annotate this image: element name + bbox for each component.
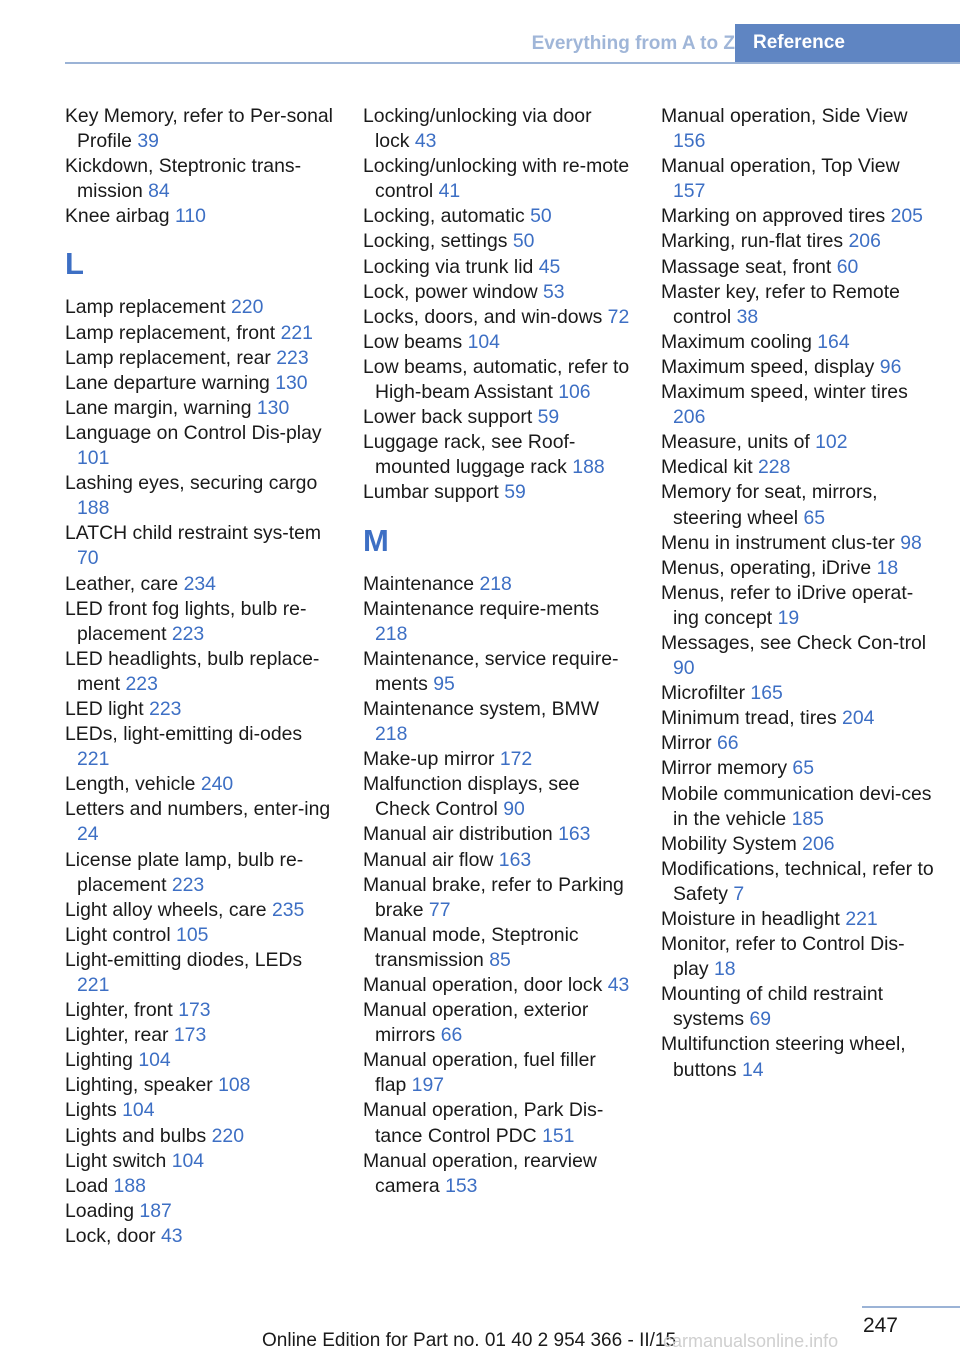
index-entry-page-link[interactable]: 70 [77, 547, 99, 570]
index-entry-term: Light alloy wheels, care [65, 898, 267, 921]
index-entry [363, 280, 631, 305]
index-entry-page-link[interactable]: 228 [758, 456, 791, 479]
index-entry-page-link[interactable]: 218 [375, 622, 408, 645]
index-entry-page-link[interactable]: 45 [538, 255, 561, 278]
index-entry-page-link[interactable]: 235 [271, 898, 305, 921]
index-entry [65, 572, 333, 597]
footer-rule [862, 1306, 960, 1308]
index-entry-page-link[interactable]: 157 [673, 180, 706, 203]
edition-footer: Online Edition for Part no. 01 40 2 954 366 - II/15 [262, 1330, 677, 1351]
index-entry-page-link[interactable]: 59 [537, 406, 560, 429]
index-letter-heading: L [65, 246, 84, 282]
index-entry-page-link[interactable]: 104 [467, 330, 500, 353]
index-entry [363, 480, 631, 505]
running-header-section: Everything from A to Z [531, 33, 735, 54]
index-entry [661, 857, 936, 907]
index-entry-page-link[interactable]: 188 [113, 1174, 146, 1197]
index-entry [363, 1149, 631, 1199]
index-entry-term: Manual operation, exterior mirrors [363, 999, 589, 1047]
index-entry-page-link[interactable]: 173 [173, 1024, 207, 1047]
index-entry-page-link[interactable]: 220 [231, 296, 264, 319]
index-entry [65, 998, 333, 1023]
index-entry-page-link[interactable]: 223 [125, 672, 158, 695]
index-entry-term: Lamp replacement, front [65, 321, 276, 344]
index-column-1 [65, 104, 333, 1249]
index-entry [661, 782, 936, 832]
index-entry-page-link[interactable]: 7 [733, 882, 745, 905]
index-entry-page-link[interactable]: 43 [160, 1224, 183, 1247]
index-entry-page-link[interactable]: 218 [375, 723, 408, 746]
index-entry-page-link[interactable]: 205 [890, 205, 923, 228]
index-entry-term: Maintenance, service require‐ments [363, 647, 619, 695]
index-entry-term: Luggage rack, see Roof-mounted luggage rack [363, 431, 576, 479]
index-entry-term: Loading [65, 1199, 135, 1222]
index-entry-term: Mounting of child restraint systems [661, 983, 884, 1031]
index-entry-term: Moisture in headlight [661, 908, 840, 930]
index-entry [661, 756, 936, 781]
index-entry [65, 948, 333, 998]
index-entry-page-link[interactable]: 108 [218, 1074, 251, 1097]
index-entry [363, 104, 631, 154]
index-entry [65, 1023, 333, 1048]
index-entry-term: Maximum speed, display [661, 355, 875, 378]
index-entry-term: Menu in instrument clus‐ter [661, 531, 895, 554]
index-entry-term: Memory for seat, mirrors, steering wheel [661, 481, 878, 529]
index-entry [65, 1098, 333, 1123]
index-entry [661, 631, 936, 681]
index-entry-page-link[interactable]: 72 [607, 305, 630, 328]
index-entry-page-link[interactable]: 221 [280, 321, 313, 344]
index-entry-term: Lighting, speaker [65, 1074, 213, 1097]
page-number: 247 [862, 1314, 898, 1337]
index-entry [363, 998, 631, 1048]
index-entry-term: Lumbar support [363, 481, 499, 504]
index-entry [363, 747, 631, 772]
index-entry-term: Messages, see Check Con‐trol [661, 631, 927, 654]
index-entry [661, 455, 936, 480]
index-entry-term: Marking, run-flat tires [661, 230, 844, 253]
index-entry [363, 1098, 631, 1148]
index-entry-term: Multifunction steering wheel, buttons [661, 1033, 906, 1081]
index-entry [65, 396, 333, 421]
index-entry-term: Make-up mirror [363, 748, 495, 771]
index-entry-term: Manual operation, rearview camera [363, 1149, 597, 1197]
index-entry [661, 832, 936, 857]
index-entry-page-link[interactable]: 163 [558, 823, 591, 846]
index-entry-page-link[interactable]: 90 [503, 798, 525, 821]
index-entry-page-link[interactable]: 65 [792, 757, 814, 780]
index-entry [661, 280, 936, 330]
index-entry [661, 330, 936, 355]
index-entry-page-link[interactable]: 104 [171, 1149, 205, 1172]
index-entry-page-link[interactable]: 18 [713, 958, 736, 981]
index-entry [661, 480, 936, 530]
index-entry-term: Maintenance system, BMW [363, 697, 599, 720]
index-entry [363, 1048, 631, 1098]
index-entry-page-link[interactable]: 69 [749, 1008, 772, 1031]
index-entry-term: Lights and bulbs [65, 1124, 207, 1147]
index-entry-page-link[interactable]: 221 [77, 974, 110, 996]
index-entry [65, 471, 333, 521]
index-entry-page-link[interactable]: 173 [178, 999, 211, 1022]
index-entry-term: License plate lamp, bulb re‐placement [65, 848, 304, 896]
index-entry-term: Maximum cooling [661, 330, 812, 353]
index-entry-term: Maintenance [363, 572, 475, 595]
index-entry-page-link[interactable]: 185 [791, 807, 824, 830]
index-entry-page-link[interactable]: 14 [742, 1058, 764, 1081]
index-entry-page-link[interactable]: 90 [673, 657, 695, 680]
index-entry-term: Lock, power window [363, 280, 538, 303]
index-entry-term: Language on Control Dis‐play [65, 421, 322, 444]
index-entry [65, 1048, 333, 1073]
index-entry-page-link[interactable]: 105 [176, 923, 209, 946]
index-entry-term: Mirror memory [661, 757, 788, 780]
index-entry [65, 1174, 333, 1199]
index-entry-page-link[interactable]: 156 [673, 130, 706, 153]
index-entry [363, 355, 631, 405]
index-entry-page-link[interactable]: 102 [815, 431, 848, 454]
index-entry [661, 355, 936, 380]
index-entry [661, 556, 936, 581]
index-entry [363, 430, 631, 480]
index-entry [65, 104, 333, 154]
index-entry-page-link[interactable]: 101 [77, 447, 110, 470]
index-entry-page-link[interactable]: 106 [558, 381, 591, 404]
index-entry [661, 706, 936, 731]
index-entry-page-link[interactable]: 130 [275, 371, 308, 394]
index-entry-page-link[interactable]: 153 [445, 1174, 478, 1197]
index-entry-term: Master key, refer to Remote control [661, 280, 900, 328]
index-entry-page-link[interactable]: 240 [200, 773, 234, 796]
index-entry-page-link[interactable]: 188 [572, 456, 605, 479]
index-entry [363, 305, 631, 330]
index-entry-page-link[interactable]: 66 [717, 732, 739, 755]
index-entry-page-link[interactable]: 164 [817, 330, 850, 353]
index-entry-term: Menus, refer to iDrive operat‐ing concept [661, 581, 914, 629]
index-entry-page-link[interactable]: 18 [876, 556, 899, 579]
index-entry [661, 104, 936, 154]
running-header-chapter-tab: Reference [735, 24, 960, 62]
index-entry [363, 405, 631, 430]
index-entry-term: Manual operation, Park Dis‐tance Control PDC [363, 1099, 604, 1147]
index-entry-page-link[interactable]: 110 [174, 205, 206, 228]
index-entry-term: Light control [65, 923, 171, 946]
index-entry-page-link[interactable]: 24 [77, 823, 99, 846]
index-entry [661, 982, 936, 1032]
index-entry-page-link[interactable]: 19 [777, 606, 800, 629]
index-entry [65, 346, 333, 371]
index-entry-term: Manual air distribution [363, 823, 553, 846]
index-entry-page-link[interactable]: 43 [607, 974, 630, 996]
index-entry-term: Lamp replacement, rear [65, 346, 271, 369]
index-entry-term: Menus, operating, iDrive [661, 556, 872, 579]
index-entry [65, 848, 333, 898]
index-entry-page-link[interactable]: 223 [171, 873, 205, 896]
index-entry-term: Manual operation, Top View [661, 155, 900, 178]
index-entry [363, 923, 631, 973]
index-entry [65, 772, 333, 797]
index-entry-page-link[interactable]: 187 [139, 1199, 172, 1222]
index-entry-term: Minimum tread, tires [661, 707, 837, 730]
index-entry-page-link[interactable]: 151 [542, 1124, 575, 1147]
index-entry [661, 430, 936, 455]
index-entry [363, 873, 631, 923]
index-entry-term: Malfunction displays, see Check Control [363, 773, 580, 821]
index-entry-page-link[interactable]: 98 [900, 531, 922, 554]
index-entry [661, 907, 936, 932]
index-entry-term: Knee airbag [65, 205, 170, 228]
index-entry-page-link[interactable]: 77 [428, 898, 451, 921]
index-entry-term: Light switch [65, 1149, 167, 1172]
index-entry [661, 154, 936, 204]
index-entry-page-link[interactable]: 221 [77, 748, 110, 771]
index-entry-page-link[interactable]: 218 [479, 572, 512, 595]
index-entry-term: Microfilter [661, 682, 746, 705]
index-entry [65, 1149, 333, 1174]
index-entry-term: Manual operation, fuel filler flap [363, 1049, 596, 1097]
index-entry-term: Leather, care [65, 572, 179, 595]
index-entry-page-link[interactable]: 65 [803, 506, 826, 529]
index-entry [661, 380, 936, 430]
index-entry-term: Lane margin, warning [65, 396, 252, 419]
index-entry [363, 973, 631, 998]
index-entry [65, 421, 333, 471]
index-entry-term: LED headlights, bulb replace‐ment [65, 647, 320, 695]
index-entry-term: LEDs, light-emitting di‐odes [65, 723, 303, 746]
index-entry [661, 204, 936, 229]
index-entry-term: Letters and numbers, enter‐ing [65, 798, 331, 821]
index-entry [363, 697, 631, 747]
index-entry-term: Locking/unlocking with re‐mote control [363, 155, 630, 203]
index-entry-page-link[interactable]: 188 [77, 497, 110, 520]
index-entry-page-link[interactable]: 104 [138, 1049, 171, 1072]
index-entry-page-link[interactable]: 95 [433, 672, 455, 695]
index-entry [65, 1073, 333, 1098]
index-entry-page-link[interactable]: 221 [845, 908, 878, 930]
index-entry-page-link[interactable]: 38 [736, 305, 759, 328]
index-entry [661, 932, 936, 982]
index-entry-page-link[interactable]: 204 [842, 707, 875, 730]
index-entry-term: Manual brake, refer to Parking brake [363, 873, 624, 921]
index-entry-term: Lighter, front [65, 999, 173, 1022]
index-entry [363, 572, 631, 597]
index-entry [661, 255, 936, 280]
index-entry [65, 1199, 333, 1224]
index-entry-page-link[interactable]: 206 [673, 406, 706, 429]
index-entry [661, 681, 936, 706]
index-entry [65, 722, 333, 772]
index-entry-page-link[interactable]: 163 [498, 848, 532, 871]
index-entry [363, 154, 631, 204]
index-entry-term: Lashing eyes, securing cargo [65, 472, 318, 495]
index-entry [661, 531, 936, 556]
index-entry-term: Light-emitting diodes, LEDs [65, 948, 303, 971]
index-entry-page-link[interactable]: 220 [211, 1124, 244, 1147]
index-entry-term: Lane departure warning [65, 371, 270, 394]
index-entry-term: Maintenance require‐ments [363, 597, 600, 620]
index-entry [363, 330, 631, 355]
index-entry-term: Locking, settings [363, 230, 508, 253]
index-entry-term: Monitor, refer to Control Dis‐play [661, 933, 905, 981]
index-entry-term: Locking, automatic [363, 205, 525, 228]
index-entry-term: Modifications, technical, refer to Safety [661, 857, 934, 905]
index-entry-term: Lighting [65, 1049, 133, 1072]
index-entry [363, 204, 631, 229]
index-entry-page-link[interactable]: 60 [836, 255, 859, 278]
index-entry [363, 255, 631, 280]
index-entry [65, 1124, 333, 1149]
index-entry-term: Lamp replacement [65, 296, 226, 319]
index-entry [363, 597, 631, 647]
index-entry-page-link[interactable]: 206 [802, 832, 835, 855]
index-entry-page-link[interactable]: 165 [750, 682, 783, 705]
index-entry-term: Manual operation, Side View [661, 105, 908, 127]
index-entry-term: Medical kit [661, 456, 753, 479]
index-entry [65, 204, 333, 229]
watermark: carmanualsonline.info [663, 1331, 839, 1351]
index-entry-page-link[interactable]: 41 [438, 180, 461, 203]
index-entry-term: Kickdown, Steptronic trans‐mission [65, 155, 302, 203]
index-entry-term: Lock, door [65, 1224, 156, 1247]
index-entry-term: Lighter, rear [65, 1024, 169, 1047]
index-entry [363, 822, 631, 847]
index-entry [65, 321, 333, 346]
index-entry-page-link[interactable]: 39 [137, 130, 159, 153]
index-entry-page-link[interactable]: 85 [489, 948, 511, 971]
index-entry [65, 295, 333, 320]
index-entry-page-link[interactable]: 96 [879, 355, 902, 378]
index-entry-term: Manual operation, door lock [363, 974, 603, 996]
index-entry-term: Mirror [661, 732, 712, 755]
index-entry-page-link[interactable]: 50 [512, 230, 535, 253]
index-entry-term: Lights [65, 1099, 117, 1122]
index-entry [363, 848, 631, 873]
index-entry-term: Mobility System [661, 832, 797, 855]
index-entry [363, 647, 631, 697]
index-entry [65, 697, 333, 722]
index-entry [65, 923, 333, 948]
index-entry-page-link[interactable]: 130 [256, 396, 290, 419]
index-entry-page-link[interactable]: 206 [848, 230, 881, 253]
index-entry [65, 597, 333, 647]
index-entry-page-link[interactable]: 53 [543, 280, 565, 303]
index-entry-term: Measure, units of [661, 431, 810, 454]
index-entry-page-link[interactable]: 104 [122, 1099, 155, 1122]
index-entry-term: Low beams, automatic, refer to High-beam Assistant [363, 355, 630, 404]
index-entry-term: LED front fog lights, bulb re‐placement [65, 597, 307, 645]
index-column-3 [661, 104, 936, 1083]
index-entry-page-link[interactable]: 223 [276, 346, 309, 369]
index-entry-page-link[interactable]: 43 [414, 130, 437, 153]
index-entry-page-link[interactable]: 84 [148, 180, 170, 203]
index-entry-page-link[interactable]: 223 [171, 622, 205, 645]
index-entry-term: Locks, doors, and win‐dows [363, 305, 603, 328]
index-entry [363, 772, 631, 822]
index-entry-term: Length, vehicle [65, 773, 196, 796]
index-entry [661, 731, 936, 756]
index-entry-term: Low beams [363, 330, 463, 353]
index-entry [65, 1224, 333, 1249]
index-entry-page-link[interactable]: 223 [149, 697, 182, 720]
index-entry-term: Manual air flow [363, 848, 494, 871]
index-entry-page-link[interactable]: 172 [499, 748, 533, 771]
index-entry-term: LED light [65, 697, 144, 720]
index-entry [363, 229, 631, 254]
index-letter-heading: M [363, 522, 389, 558]
index-entry-term: Locking via trunk lid [363, 255, 534, 278]
index-entry [65, 797, 333, 847]
index-entry [661, 1032, 936, 1082]
index-entry-term: Marking on approved tires [661, 205, 886, 228]
header-rule [65, 62, 960, 64]
index-column-2 [363, 104, 631, 1199]
index-entry [65, 371, 333, 396]
index-entry [661, 581, 936, 631]
index-entry-term: Massage seat, front [661, 255, 832, 278]
index-entry [65, 521, 333, 571]
index-entry-term: Lower back support [363, 406, 533, 429]
index-entry [661, 229, 936, 254]
index-entry [65, 154, 333, 204]
index-entry-term: Key Memory, refer to Per‐sonal Profile [65, 105, 333, 153]
index-entry-page-link[interactable]: 234 [183, 572, 216, 595]
index-entry-term: Maximum speed, winter tires [661, 381, 908, 404]
index-entry-term: Load [65, 1174, 109, 1197]
index-entry-term: Mobile communication devi‐ces in the vehicle [661, 782, 932, 830]
index-entry-page-link[interactable]: 50 [530, 205, 552, 228]
index-entry-term: LATCH child restraint sys‐tem [65, 522, 322, 545]
index-entry-page-link[interactable]: 66 [440, 1024, 463, 1047]
index-entry-page-link[interactable]: 59 [504, 481, 526, 504]
index-entry [65, 898, 333, 923]
index-entry-term: Manual mode, Steptronic transmission [363, 923, 579, 971]
index-entry-page-link[interactable]: 197 [411, 1074, 445, 1097]
index-entry [65, 647, 333, 697]
index-entry-term: Locking/unlocking via door lock [363, 105, 592, 153]
